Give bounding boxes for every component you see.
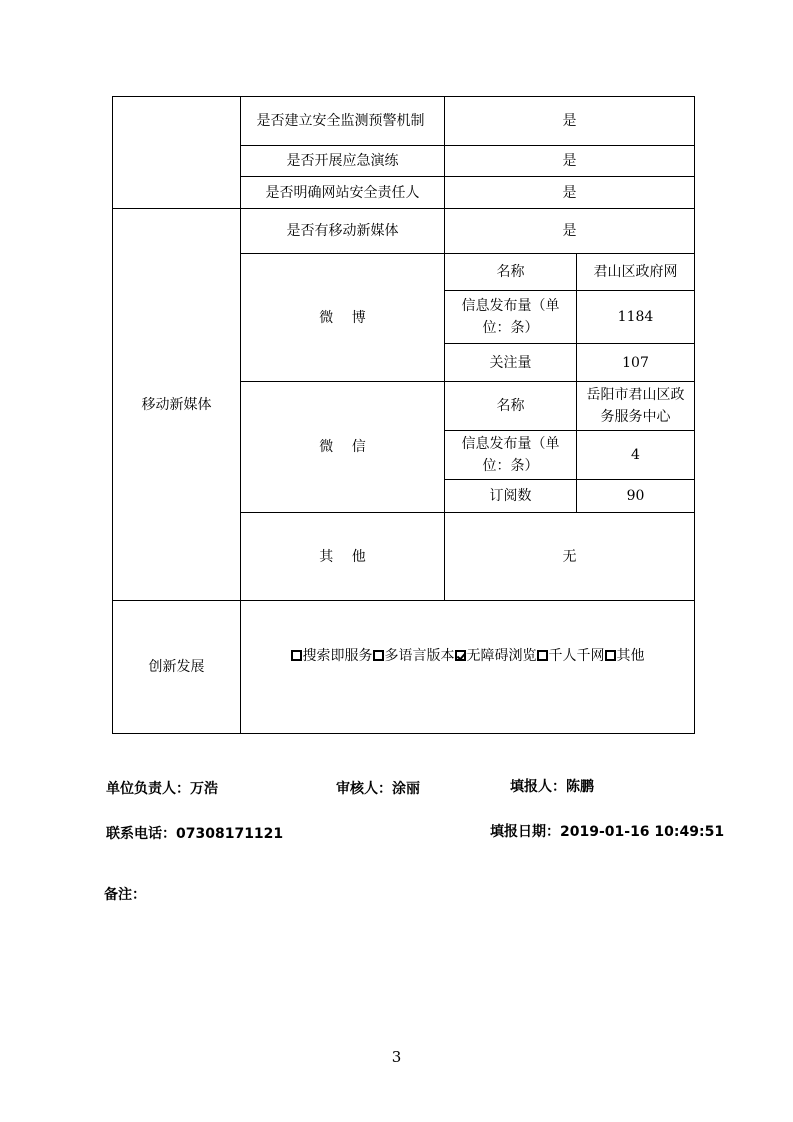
weibo-label: 微 博 bbox=[319, 309, 366, 326]
wechat-name-value: 岳阳市君山区政务服务中心 bbox=[586, 387, 685, 425]
unit-head: 单位负责人：万浩 bbox=[106, 781, 218, 797]
has-mobile-value: 是 bbox=[562, 223, 577, 239]
innovation-option bbox=[537, 645, 605, 667]
other-label: 其 他 bbox=[319, 548, 366, 565]
wechat-subs-label: 订阅数 bbox=[489, 488, 532, 504]
weibo-name-label: 名称 bbox=[496, 264, 525, 280]
innovation-option bbox=[605, 645, 645, 667]
fill-date: 填报日期：2019-01-16 10:49:51 bbox=[490, 824, 725, 840]
has-mobile-label: 是否有移动新媒体 bbox=[286, 223, 399, 239]
remarks: 备注： bbox=[104, 887, 146, 903]
innovation-option-label: 无障碍浏览 bbox=[466, 648, 537, 664]
checkbox-empty-icon bbox=[373, 650, 384, 661]
checkbox-empty-icon bbox=[291, 650, 302, 661]
weibo-posts-label: 信息发布量（单位：条） bbox=[461, 298, 560, 336]
weibo-followers-label: 关注量 bbox=[489, 354, 532, 371]
checkbox-empty-icon bbox=[537, 650, 548, 661]
monitor-value: 是 bbox=[562, 113, 577, 129]
wechat-posts-label: 信息发布量（单位：条） bbox=[461, 436, 560, 474]
weibo-posts-value: 1184 bbox=[617, 309, 654, 325]
wechat-posts-value: 4 bbox=[631, 447, 640, 463]
innovation-option bbox=[455, 645, 537, 667]
responsible-label: 是否明确网站安全责任人 bbox=[265, 184, 420, 201]
checkbox-empty-icon bbox=[605, 650, 616, 661]
wechat-subs-value: 90 bbox=[626, 488, 645, 504]
innovation-label: 创新发展 bbox=[148, 659, 205, 675]
drill-value: 是 bbox=[562, 153, 577, 169]
innovation-options bbox=[241, 601, 694, 711]
innovation-option bbox=[291, 645, 373, 667]
monitor-label: 是否建立安全监测预警机制 bbox=[256, 113, 425, 129]
contact-phone: 联系电话：07308171121 bbox=[106, 826, 284, 842]
drill-label: 是否开展应急演练 bbox=[286, 153, 399, 169]
wechat-name-label: 名称 bbox=[496, 398, 525, 414]
filler: 填报人：陈鹏 bbox=[510, 779, 594, 795]
responsible-value: 是 bbox=[562, 184, 577, 201]
mobile-section-label: 移动新媒体 bbox=[141, 396, 212, 413]
innovation-option bbox=[373, 645, 455, 667]
innovation-option-label: 千人千网 bbox=[548, 648, 605, 664]
other-value: 无 bbox=[562, 548, 577, 565]
innovation-option-label: 其他 bbox=[616, 648, 645, 664]
weibo-followers-value: 107 bbox=[622, 354, 649, 371]
checkbox-checked-icon bbox=[455, 650, 466, 661]
page-number: 3 bbox=[391, 1048, 402, 1066]
innovation-option-label: 多语言版本 bbox=[384, 648, 455, 664]
wechat-label: 微 信 bbox=[319, 439, 366, 455]
weibo-name-value: 君山区政府网 bbox=[593, 264, 678, 280]
innovation-option-label: 搜索即服务 bbox=[302, 648, 373, 664]
reviewer: 审核人：涂丽 bbox=[336, 781, 420, 797]
